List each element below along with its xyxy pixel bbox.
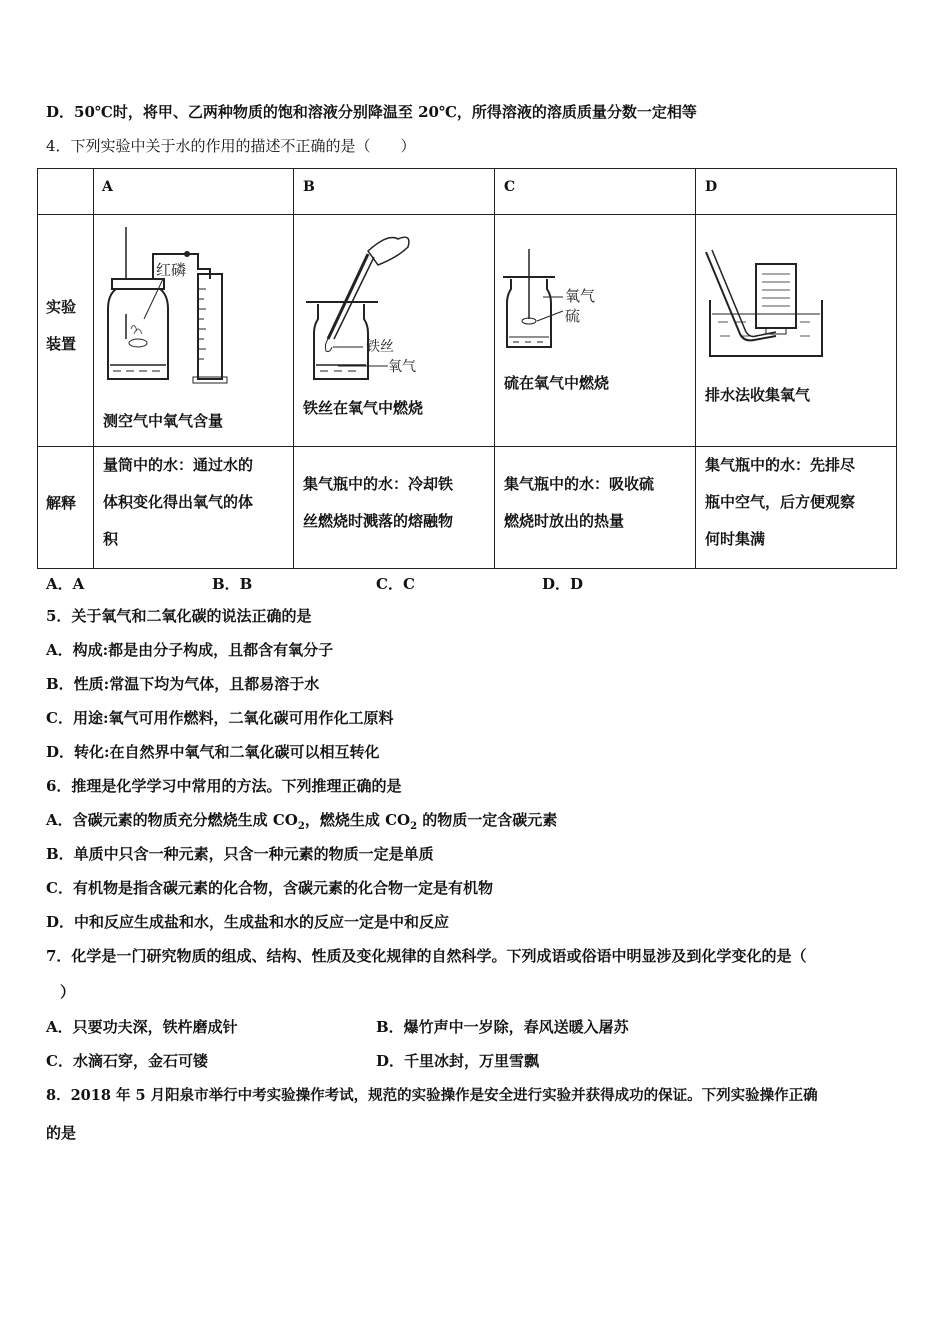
apparatus-a-label: 红磷 — [156, 261, 187, 279]
q4-stem: 4．下列实验中关于水的作用的描述不正确的是（ ） — [46, 137, 416, 155]
explanation-c: 集气瓶中的水：吸收硫 燃烧时放出的热量 — [504, 475, 655, 530]
apparatus-c-label2: 硫 — [565, 307, 581, 325]
row-label-apparatus-2: 装置 — [46, 335, 77, 353]
q6-option-c[interactable]: C．有机物是指含碳元素的化合物，含碳元素的化合物一定是有机物 — [46, 879, 493, 897]
q5-option-d[interactable]: D．转化:在自然界中氧气和二氧化碳可以相互转化 — [46, 743, 380, 761]
q4-option-d[interactable]: D．D — [542, 575, 584, 593]
caption-c: 硫在氧气中燃烧 — [504, 374, 610, 392]
q7-option-a[interactable]: A．只要功夫深，铁杵磨成针 — [46, 1018, 238, 1036]
apparatus-b-figure — [298, 229, 448, 389]
q3-option-d: D．50℃时，将甲、乙两种物质的饱和溶液分别降温至 20℃，所得溶液的溶质质量分数一定相等 — [46, 103, 697, 121]
header-d: D — [705, 179, 718, 195]
apparatus-b-label2: 氧气 — [388, 359, 416, 375]
explanation-a: 量筒中的水：通过水的 体积变化得出氧气的体 积 — [103, 456, 254, 548]
q6-option-a[interactable]: A．含碳元素的物质充分燃烧生成 $CO_2$，燃烧生成 $CO_2$ 的物质一定含碳元素 — [46, 811, 558, 832]
q8-stem-cont: 的是 — [46, 1124, 77, 1142]
row-label-apparatus-1: 实验 — [46, 298, 77, 316]
caption-a: 测空气中氧气含量 — [103, 412, 224, 430]
q7-option-d[interactable]: D．千里冰封，万里雪飘 — [376, 1052, 540, 1070]
q8-stem: 8．2018 年 5 月阳泉市举行中考实验操作考试，规范的实验操作是安全进行实验并获得成功的保证。下列实验操作正确 — [46, 1087, 818, 1104]
q7-stem-cont: ） — [60, 983, 76, 1001]
q7-stem: 7．化学是一门研究物质的组成、结构、性质及变化规律的自然科学。下列成语或俗语中明显涉及到化学变化的是（ — [46, 947, 807, 965]
q4-option-a[interactable]: A．A — [46, 575, 85, 593]
explanation-d: 集气瓶中的水：先排尽 瓶中空气，后方便观察 何时集满 — [705, 456, 856, 548]
apparatus-c-label1: 氧气 — [565, 287, 596, 305]
q6-stem: 6．推理是化学学习中常用的方法。下列推理正确的是 — [46, 777, 402, 795]
q5-option-c[interactable]: C．用途:氧气可用作燃料，二氧化碳可用作化工原料 — [46, 709, 394, 727]
header-a: A — [102, 179, 113, 195]
row-label-explanation: 解释 — [46, 494, 77, 512]
q5-option-a[interactable]: A．构成:都是由分子构成，且都含有氧分子 — [46, 641, 334, 659]
q4-option-c[interactable]: C．C — [376, 575, 415, 593]
apparatus-a-figure — [98, 219, 248, 389]
explanation-b: 集气瓶中的水：冷却铁 丝燃烧时溅落的熔融物 — [303, 475, 454, 530]
q7-option-b[interactable]: B．爆竹声中一岁除，春风送暖入屠苏 — [376, 1018, 629, 1036]
q5-option-b[interactable]: B．性质:常温下均为气体，且都易溶于水 — [46, 675, 320, 693]
q5-stem: 5．关于氧气和二氧化碳的说法正确的是 — [46, 607, 312, 625]
header-b: B — [303, 179, 315, 195]
q7-option-c[interactable]: C．水滴石穿，金石可镂 — [46, 1052, 208, 1070]
q4-option-b[interactable]: B．B — [212, 575, 253, 593]
caption-d: 排水法收集氧气 — [705, 386, 811, 404]
apparatus-b-label1: 铁丝 — [366, 339, 394, 355]
q6-option-d[interactable]: D．中和反应生成盐和水，生成盐和水的反应一定是中和反应 — [46, 913, 450, 931]
q6-option-b[interactable]: B．单质中只含一种元素，只含一种元素的物质一定是单质 — [46, 845, 434, 863]
caption-b: 铁丝在氧气中燃烧 — [303, 399, 424, 417]
q4-table — [37, 168, 897, 569]
header-c: C — [504, 179, 516, 195]
apparatus-d-figure — [700, 244, 850, 364]
apparatus-c-figure — [499, 249, 649, 359]
